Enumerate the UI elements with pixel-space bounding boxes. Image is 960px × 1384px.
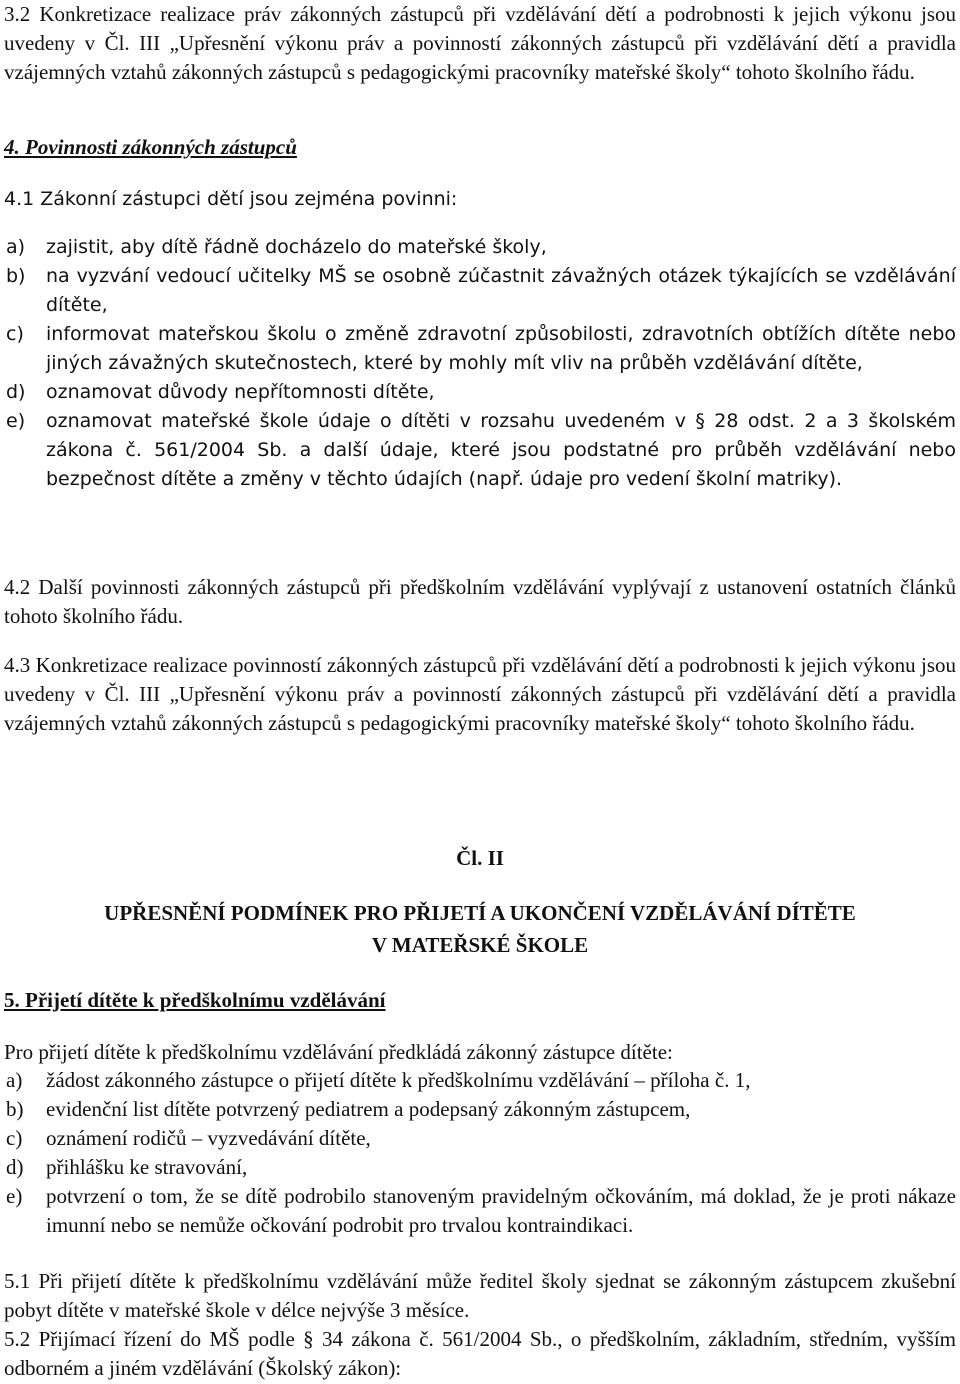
list-item-text: na vyzvání vedoucí učitelky MŠ se osobně zúčastnit závažných otázek týkajících se vzdělávání dítěte, [46, 265, 956, 316]
list-item [4, 407, 956, 494]
obligations-list [4, 233, 956, 494]
list-item [4, 1124, 956, 1153]
list-item-text: potvrzení o tom, že se dítě podrobilo stanoveným pravidelným očkováním, má doklad, že je proti nákaze imunní nebo se nemůže očkování podrobit pro trvalou kontraindikaci. [46, 1184, 956, 1237]
list-item [4, 233, 956, 262]
list-marker: a) [6, 236, 26, 258]
article-number [0, 843, 960, 874]
paragraph-3-2: 3.2 Konkretizace realizace práv zákonných zástupců při vzdělávání dětí a podrobnosti k jejich výkonu jsou uvedeny v Čl. III „Upřesnění výkonu práv a povinností zákonných zástupců při vzdělávání dětí a pravidla vzájemných vztahů zákonných zástupců s pedagogickými pracovníky mateřské školy“ tohoto školního řádu. [4, 2, 956, 84]
list-marker: e) [6, 410, 26, 432]
paragraph-4-3: 4.3 Konkretizace realizace povinností zákonných zástupců při vzdělávání dětí a podrobnosti k jejich výkonu jsou uvedeny v Čl. III „Upřesnění výkonu práv a povinností zákonných zástupců při vzdělávání dětí a pravidla vzájemných vztahů zákonných zástupců s pedagogickými pracovníky mateřské školy“ tohoto školního řádu. [4, 653, 956, 735]
paragraph-4-1-intro: 4.1 Zákonní zástupci dětí jsou zejména povinni: [4, 188, 458, 210]
list-item-text: informovat mateřskou školu o změně zdravotní způsobilosti, zdravotních obtížích dítěte nebo jiných závažných skutečnostech, které by mohly mít vliv na průběh vzdělávání dítěte, [46, 323, 956, 374]
list-item [4, 378, 956, 407]
paragraph-4-2: 4.2 Další povinnosti zákonných zástupců při předškolním vzdělávání vyplývají z ustanovení ostatních článků tohoto školního řádu. [4, 575, 956, 628]
article-title-line1: UPŘESNĚNÍ PODMÍNEK PRO PŘIJETÍ A UKONČENÍ VZDĚLÁVÁNÍ DÍTĚTE [104, 901, 856, 925]
article-title-line2: V MATEŘSKÉ ŠKOLE [371, 933, 589, 957]
article-number-text: Čl. II [456, 846, 504, 870]
list-item [4, 320, 956, 378]
list-item-text: přihlášku ke stravování, [46, 1155, 248, 1179]
list-marker: b) [6, 1097, 24, 1121]
paragraph-5-intro: Pro přijetí dítěte k předškolnímu vzdělávání předkládá zákonný zástupce dítěte: [4, 1040, 673, 1064]
section-4-heading: 4. Povinnosti zákonných zástupců [4, 135, 297, 159]
list-item [4, 1095, 956, 1124]
list-item [4, 1182, 956, 1240]
paragraph-5-1: 5.1 Při přijetí dítěte k předškolnímu vzdělávání může ředitel školy sjednat se zákonným zástupcem zkušební pobyt dítěte v mateřské škole v délce nejvýše 3 měsíce. [4, 1269, 956, 1322]
list-marker: b) [6, 265, 26, 287]
list-item-text: oznamovat důvody nepřítomnosti dítěte, [46, 381, 435, 403]
list-marker: e) [6, 1184, 23, 1208]
section-5-heading: 5. Přijetí dítěte k předškolnímu vzdělávání [4, 988, 386, 1012]
list-marker: c) [6, 323, 24, 345]
list-item [4, 1153, 956, 1182]
list-item-text: zajistit, aby dítě řádně docházelo do mateřské školy, [46, 236, 547, 258]
list-item [4, 1066, 956, 1095]
list-marker: a) [6, 1068, 23, 1092]
list-marker: d) [6, 1155, 24, 1179]
paragraph-5-2: 5.2 Přijímací řízení do MŠ podle § 34 zákona č. 561/2004 Sb., o předškolním, základním, středním, vyšším odborném a jiném vzdělávání (Školský zákon): [4, 1327, 956, 1380]
list-item-text: žádost zákonného zástupce o přijetí dítěte k předškolnímu vzdělávání – příloha č. 1, [46, 1068, 751, 1092]
admission-documents-list [4, 1066, 956, 1240]
list-item-text: oznámení rodičů – vyzvedávání dítěte, [46, 1126, 371, 1150]
list-item [4, 262, 956, 320]
list-item-text: oznamovat mateřské škole údaje o dítěti v rozsahu uvedeném v § 28 odst. 2 a 3 školském zákona č. 561/2004 Sb. a další údaje, které jsou podstatné pro průběh vzdělávání nebo bezpečnost dítěte a změny v těchto údajích (např. údaje pro vedení školní matriky). [46, 410, 956, 490]
list-marker: c) [6, 1126, 23, 1150]
list-item-text: evidenční list dítěte potvrzený pediatrem a podepsaný zákonným zástupcem, [46, 1097, 691, 1121]
list-marker: d) [6, 381, 26, 403]
